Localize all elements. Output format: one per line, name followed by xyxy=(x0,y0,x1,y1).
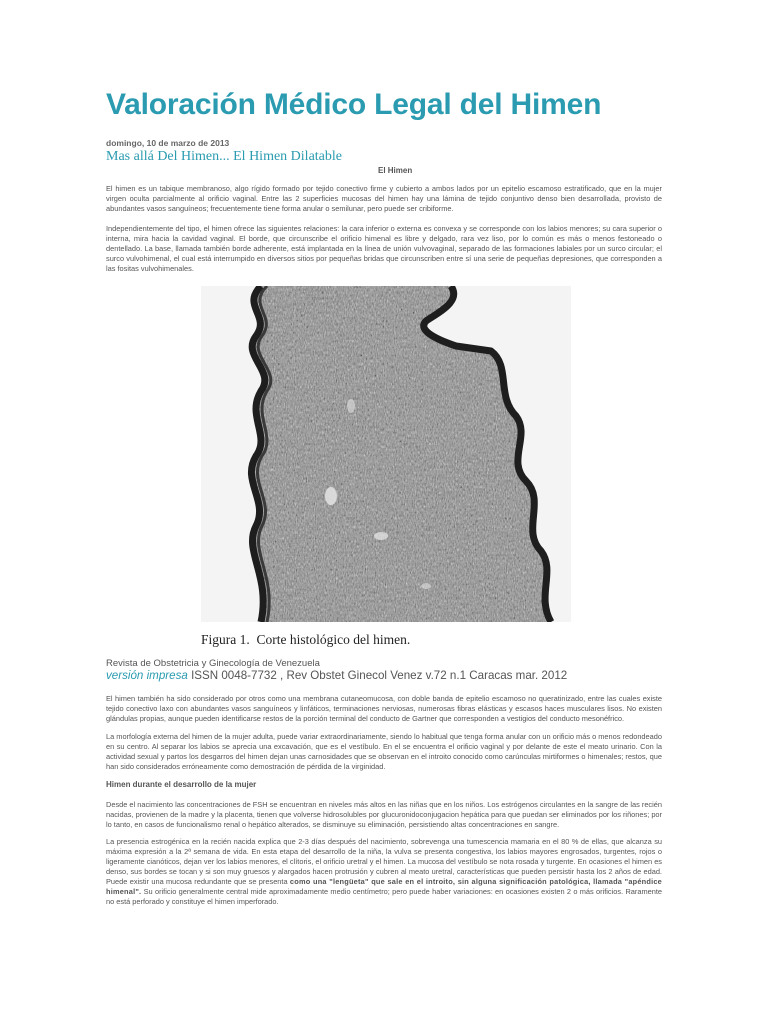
version-label: versión impresa xyxy=(106,669,188,682)
emphasized-text: como una "lengüeta" que sale en el introito, sin alguna significación patológica, llamada "apéndice himenal". xyxy=(106,877,662,896)
post-date: domingo, 10 de marzo de 2013 xyxy=(106,138,230,148)
journal-citation xyxy=(106,669,567,682)
body-paragraph: Desde el nacimiento las concentraciones de FSH se encuentran en niveles más altos en las niñas que en los niños. Los estrógenos circulantes en la sangre de las recién nacidas, provienen de la madre y la placenta, tienen que volverse hidrosolubles por glucuronidoconjugacion hepática para que puedan ser eliminados por los riñones; por lo tanto, en casos de funcionalismo renal o hepático alterados, se disminuye su eliminación, persistiendo altas concentraciones en sangre. xyxy=(106,800,662,829)
body-paragraph: El himen es un tabique membranoso, algo rígido formado por tejido conectivo firme y cubierto a ambos lados por un epitelio escamoso estratificado, que en la mujer virgen oculta parcialmente al orificio vaginal. Entre las 2 superficies mucosas del himen hay una lámina de tejido conjuntivo denso bien desarrollada, provisto de abundantes vasos sanguíneos; frecuentemente tiene forma anular o semilunar, pero puede ser cribiforme. xyxy=(106,184,662,213)
paragraph-text: La presencia estrogénica en la recién nacida explica que 2-3 días después del nacimiento, sobrevenga una tumescencia mamaria en el 80 % de ellas, que alcanza su máxima expresión a la 2ª semana de vida. En esta etapa del desarrollo de la niña, la vulva se presenta congestiva, los labios mayores engrosados, turgentes, rojos o ligeramente cianóticos, dejan ver los labios menores, el clítoris, el orificio uretral y el himen. La mucosa del vestíbulo se nota rosada y turgente. En ocasiones el himen es denso, sus bordes se tocan y si son muy gruesos y alargados hacen protrusión y cubren al meato uretral, características que pueden persistir hasta los 2 años de edad. Puede existir una mucosa redundante que se presenta xyxy=(106,837,662,886)
body-paragraph xyxy=(106,837,662,907)
body-paragraph: La morfología externa del himen de la mujer adulta, puede variar extraordinariamente, siendo lo habitual que tenga forma anular con un orificio más o menos redondeado en su centro. Al separar los labios se aprecia una excavación, que es el vestíbulo. En el se encuentra el orificio vaginal y por delante de este el meato urinario. Con la actividad sexual y partos los desgarros del himen dejan unas carnosidades que se observan en el introito conocido como carúnculas mirtiformes o himenales; restos, que han sido considerados erróneamente como demostración de pérdida de la virginidad. xyxy=(106,732,662,771)
histology-image xyxy=(201,286,571,622)
figure-caption: Figura 1. Corte histológico del himen. xyxy=(201,632,411,647)
section-subheading: Himen durante el desarrollo de la mujer xyxy=(106,780,257,789)
section-label: El Himen xyxy=(378,166,413,175)
paragraph-text: Su orificio generalmente central mide aproximadamente medio centímetro; pero puede haber variaciones: en ocasiones existen 2 o más orificios. Raramente no está perforado y constituye el himen imperforado. xyxy=(106,887,662,906)
body-paragraph: El himen también ha sido considerado por otros como una membrana cutaneomucosa, con doble banda de epitelio escamoso no queratinizado, entre las cuales existe tejido conectivo laxo con abundantes vasos sanguíneos y linfáticos, terminaciones nerviosas, numerosas fibras elásticas y escasos haces musculares lisos. No existen glándulas propias, aunque pueden identificarse restos de la porción terminal del conducto de Gartner que corresponden a vestigios del conducto mesonéfrico. xyxy=(106,694,662,723)
blog-title[interactable]: Valoración Médico Legal del Himen xyxy=(106,88,602,121)
post-title[interactable]: Mas allá Del Himen... El Himen Dilatable xyxy=(106,149,342,164)
journal-name: Revista de Obstetricia y Ginecología de Venezuela xyxy=(106,658,320,669)
histology-micrograph xyxy=(201,286,571,622)
citation-text: ISSN 0048-7732 , Rev Obstet Ginecol Venez v.72 n.1 Caracas mar. 2012 xyxy=(187,669,568,682)
body-paragraph: Independientemente del tipo, el himen ofrece las siguientes relaciones: la cara inferior o externa es convexa y se corresponde con los labios menores; su cara superior o interna, mira hacia la cavidad vaginal. El borde, que circunscribe el orificio himenal es libre y delgado, rara vez liso, por lo común es más o menos festoneado o dentellado. La base, llamada también borde adherente, está implantada en la línea de unión vulvovaginal, separado de las formaciones labiales por un surco circular; el surco vulvohimenal, el cual está interrumpido en diversos sitios por pequeñas bridas que circunscriben entre sí una serie de pequeñas depresiones, que corresponden a las fositas vulvohimenales. xyxy=(106,224,662,273)
